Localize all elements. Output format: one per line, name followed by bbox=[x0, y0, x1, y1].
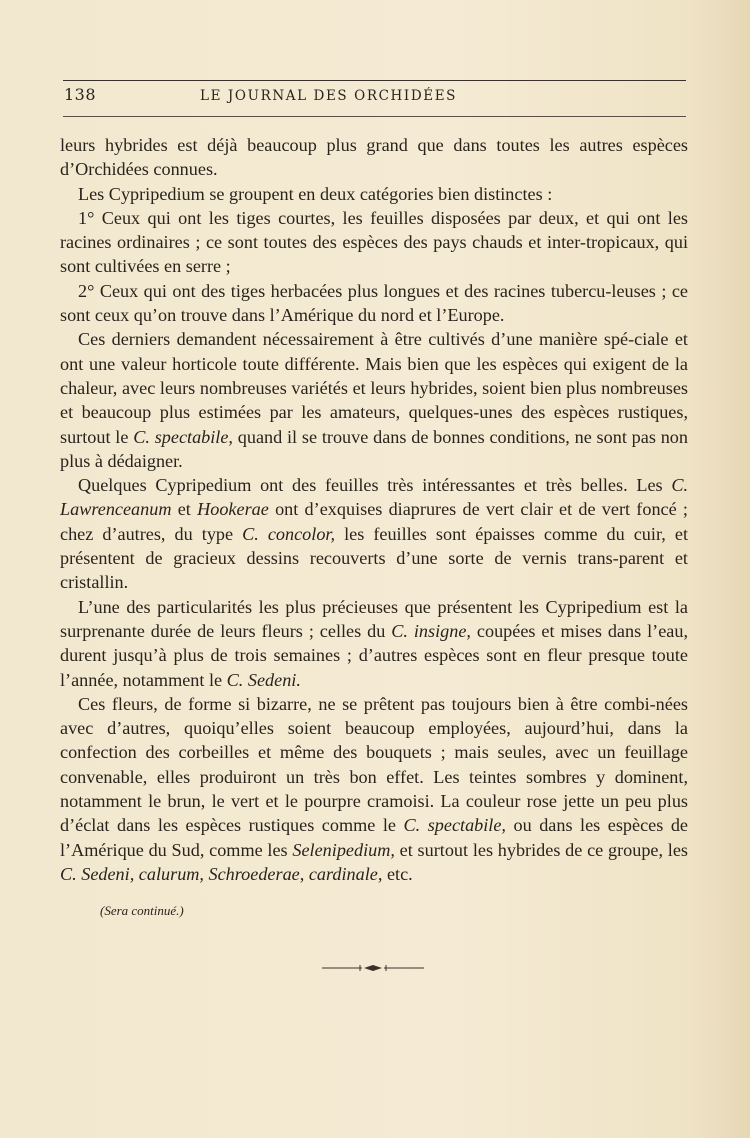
paragraph bbox=[60, 327, 688, 473]
italic-species-name: Hookerae bbox=[197, 499, 269, 520]
text-run: 2° Ceux qui ont des tiges herbacées plus longues et des racines tubercu-leuses ; ce sont ceux qu’on trouve dans l’Amérique du nord et l’Europe. bbox=[60, 280, 688, 326]
header-bottom-rule bbox=[63, 116, 686, 117]
text-run: ont d’exquises diaprures de vert clair et de vert foncé ; chez d’autres, du type bbox=[60, 499, 688, 544]
running-head: LE JOURNAL DES ORCHIDÉES bbox=[200, 88, 458, 104]
page-number: 138 bbox=[64, 85, 97, 104]
paragraph bbox=[60, 279, 688, 328]
italic-species-name: C. Lawrenceanum bbox=[60, 475, 688, 520]
italic-species-name: C. Sedeni. bbox=[226, 669, 301, 690]
continuation-note: (Sera continué.) bbox=[100, 903, 184, 918]
paragraph bbox=[60, 595, 688, 692]
italic-species-name: Selenipedium, bbox=[292, 839, 395, 860]
paragraph bbox=[60, 206, 688, 279]
paragraph bbox=[60, 182, 688, 206]
italic-species-name: C. concolor, bbox=[242, 523, 336, 544]
end-ornament-icon bbox=[322, 962, 424, 974]
text-run: Ces derniers demandent nécessairement à être cultivés d’une manière spé-ciale et ont une valeur horticole toute différente. Mais bien que les espèces qui exigent de la chaleur, avec leurs nombreuses variétés et leurs hybrides, soient bien plus nombreuses et beaucoup plus estimées par les amateurs, quelques-unes des espèces rustiques, surtout le bbox=[60, 329, 688, 447]
article-body bbox=[60, 133, 688, 886]
italic-species-name: C. spectabile, bbox=[403, 815, 506, 836]
text-run: Les Cypripedium se groupent en deux catégories bien distinctes : bbox=[78, 183, 553, 204]
paragraph bbox=[60, 692, 688, 886]
italic-species-name: C. insigne, bbox=[391, 620, 471, 641]
italic-species-name: C. Sedeni, calurum, Schroederae, cardinale, bbox=[60, 863, 383, 884]
italic-species-name: C. spectabile, bbox=[133, 426, 233, 447]
text-run: Ces fleurs, de forme si bizarre, ne se prêtent pas toujours bien à être combi-nées avec d’autres, quoiqu’elles soient beaucoup employées, aujourd’hui, dans la confection des corbeilles et même des bouquets ; mais seules, avec un feuillage convenable, elles produiront un très bon effet. Les teintes sombres y dominent, notamment le brun, le vert et le pourpre cramoisi. La couleur rose jette un peu plus d’éclat dans les espèces rustiques comme le bbox=[60, 693, 688, 836]
text-run: les feuilles sont épaisses comme du cuir, et présentent de gracieux dessins recouverts d’une sorte de vernis trans-parent et cristallin. bbox=[60, 523, 688, 593]
header-top-rule bbox=[63, 80, 686, 81]
text-run: coupées et mises dans l’eau, durent jusqu’à plus de trois semaines ; d’autres espèces sont en fleur presque toute l’année, notamment le bbox=[60, 620, 688, 690]
text-run: Quelques Cypripedium ont des feuilles très intéressantes et très belles. Les bbox=[78, 475, 672, 496]
text-run: 1° Ceux qui ont les tiges courtes, les feuilles disposées par deux, et qui ont les racines ordinaires ; ce sont toutes des espèces des pays chauds et inter-tropicaux, qui sont cultivées en serre ; bbox=[60, 207, 688, 277]
text-run: et surtout les hybrides de ce groupe, les bbox=[394, 839, 688, 860]
text-run: L’une des particularités les plus précieuses que présentent les Cypripedium est la surprenante durée de leurs fleurs ; celles du bbox=[60, 596, 688, 641]
paragraph bbox=[60, 133, 688, 182]
paragraph bbox=[60, 473, 688, 594]
text-run: ou dans les espèces de l’Amérique du Sud, comme les bbox=[60, 815, 688, 860]
text-run: quand il se trouve dans de bonnes conditions, ne sont pas non plus à dédaigner. bbox=[60, 426, 688, 471]
text-run: et bbox=[171, 499, 198, 520]
text-run: etc. bbox=[382, 863, 413, 884]
text-run: leurs hybrides est déjà beaucoup plus grand que dans toutes les autres espèces d’Orchidées connues. bbox=[60, 135, 688, 180]
